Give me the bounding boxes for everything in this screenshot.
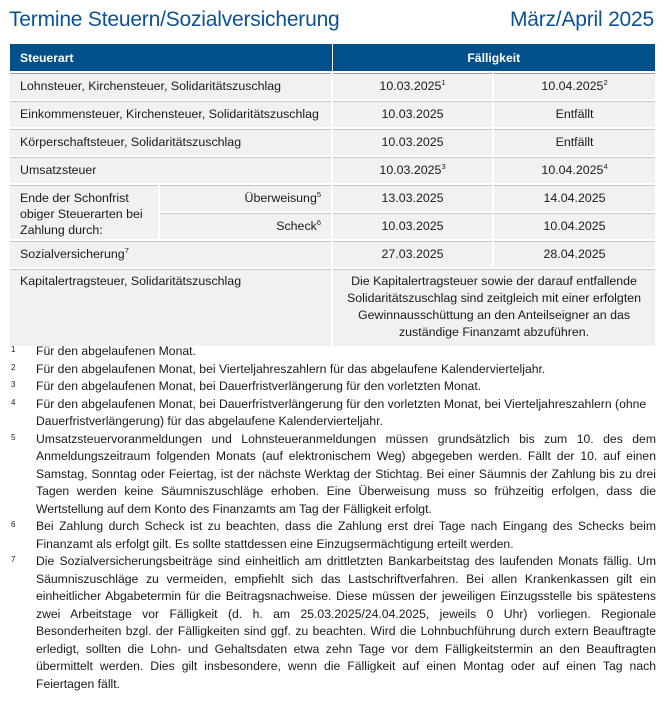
footnote [10, 518, 656, 553]
payment-method-cheque: Scheck$^6$ [159, 212, 332, 240]
table-row [10, 72, 655, 100]
footnote-number: 3 [11, 380, 16, 389]
footnote [10, 553, 656, 693]
footnote-text: Für den abgelaufenen Monat. [36, 344, 196, 358]
page-title: Termine Steuern/Sozialversicherung [9, 8, 340, 31]
footnote-ref: 7 [124, 246, 129, 255]
footnote [10, 396, 656, 431]
table-row [10, 156, 655, 184]
march-due-cell: 10.03.2025 [332, 212, 493, 240]
footnote-ref: 3 [441, 162, 446, 171]
tax-type-cell: Einkommensteuer, Kirchensteuer, Solidaritätszuschlag [10, 100, 332, 128]
footnote-text: Für den abgelaufenen Monat, bei Vierteljahreszahlern für das abgelaufene Kalendervierteljahr. [36, 361, 546, 376]
tax-type-cell: Lohnsteuer, Kirchensteuer, Solidaritätszuschlag [10, 72, 332, 100]
tax-type-cell: Körperschaftsteuer, Solidaritätszuschlag [10, 128, 332, 156]
footnote-text: Für den abgelaufenen Monat, bei Dauerfristverlängerung für den vorletzten Monat. [36, 379, 482, 393]
april-due-cell: 14.04.2025 [493, 184, 655, 212]
footnote-text: Umsatzsteuervoranmeldungen und Lohnsteueranmeldungen müssen grundsätzlich bis zum 10. des dem Anmeldungszeitraum folgenden Monats (auf elektronischem Weg) abgegeben werden. Fällt der 10. auf einen Samstag, Sonntag oder Feiertag, ist der nächste Werktag der Stichtag. Bei einer Säumnis der Zahlung bis zu drei Tagen werden keine Säumniszuschläge erhoben. Eine Überweisung muss so frühzeitig erfolgen, dass die Wertstellung auf dem Konto des Finanzamts am Tag der Fälligkeit erfolgt. [36, 431, 656, 516]
march-due-cell: 27.03.2025 [332, 240, 493, 268]
april-due-cell: Entfällt [493, 100, 655, 128]
table-row [10, 100, 655, 128]
table-row [10, 240, 655, 268]
april-due-cell: Entfällt [493, 128, 655, 156]
table-row [10, 128, 655, 156]
footnote-number: 2 [11, 362, 16, 372]
table-row [10, 268, 655, 346]
footnote-number: 7 [11, 555, 16, 564]
footnote-ref: 1 [441, 78, 446, 87]
table-row [10, 184, 655, 212]
footnotes [10, 343, 656, 693]
footnote-number: 1 [11, 345, 16, 354]
page-period: März/April 2025 [509, 8, 654, 31]
footnote-ref: 2 [603, 78, 608, 87]
capital-gains-note: Die Kapitalertragsteuer sowie der darauf entfallende Solidaritätszuschlag sind zeitgleich mit einer erfolgten Gewinnausschüttung an den Anteilseigner an das zuständige Finanzamt abzuführen. [332, 268, 655, 346]
column-header-due: Fälligkeit [332, 44, 655, 72]
tax-type-cell: Kapitalertragsteuer, Solidaritätszuschlag [10, 268, 332, 346]
march-due-cell: 10.03.2025 [332, 100, 493, 128]
footnote-ref: 5 [316, 190, 322, 199]
april-due-cell: 10.04.2025$^4$ [493, 156, 655, 184]
column-header-tax-type: Steuerart [10, 44, 332, 72]
tax-deadlines-table [10, 44, 655, 346]
march-due-cell: 10.03.2025 [332, 128, 493, 156]
footnote [10, 343, 656, 361]
page-header [9, 4, 654, 36]
april-due-cell: 10.04.2025 [493, 212, 655, 240]
tax-type-cell: Sozialversicherung$^7$ [10, 240, 332, 268]
footnote-ref: 4 [603, 162, 608, 171]
footnote-number: 4 [11, 397, 16, 407]
march-due-cell: 10.03.2025$^3$ [332, 156, 493, 184]
april-due-cell: 10.04.2025$^2$ [493, 72, 655, 100]
footnote-number: 5 [11, 432, 16, 442]
payment-method-transfer: Überweisung$^5$ [159, 184, 332, 212]
footnote-text: Für den abgelaufenen Monat, bei Dauerfristverlängerung für den vorletzten Monat, bei Vierteljahreszahlern (ohne Dauerfristverlängerung) für das abgelaufene Kalendervierteljahr. [36, 396, 647, 428]
footnote-ref: 6 [316, 218, 322, 227]
march-due-cell: 13.03.2025 [332, 184, 493, 212]
march-due-cell: 10.03.2025$^1$ [332, 72, 493, 100]
tax-type-cell: Umsatzsteuer [10, 156, 332, 184]
grace-period-label: Ende der Schonfrist obiger Steuerarten bei Zahlung durch: [10, 184, 159, 240]
footnote [10, 378, 656, 396]
april-due-cell: 28.04.2025 [493, 240, 655, 268]
footnote-number: 6 [11, 520, 16, 529]
footnote [10, 361, 656, 379]
footnote-text: Die Sozialversicherungsbeiträge sind einheitlich am drittletzten Bankarbeitstag des laufenden Monats fällig. Um Säumniszuschläge zu vermeiden, empfiehlt sich das Lastschriftverfahren. Bei allen Krankenkassen gilt ein einheitlicher Abgabetermin für die Beitragsnachweise. Diese müssen der jeweiligen Einzugsstelle bis spätestens zwei Arbeitstage vor Fälligkeit (d. h. am 25.03.2025/24.04.2025, jeweils 0 Uhr) vorliegen. Regionale Besonderheiten bzgl. der Fälligkeiten sind ggf. zu beachten. Wird die Lohnbuchführung durch extern Beauftragte erledigt, sollten die Lohn- und Gehaltsdaten etwa zehn Tage vor dem Fälligkeitstermin an den Beauftragten übermittelt werden. Dies gilt insbesondere, wenn die Fälligkeit auf einen Montag oder auf einen Tag nach Feiertagen fällt. [36, 554, 656, 691]
table-header-row [10, 44, 655, 72]
footnote [10, 431, 656, 519]
footnote-text: Bei Zahlung durch Scheck ist zu beachten, dass die Zahlung erst drei Tage nach Eingang des Schecks beim Finanzamt als erfolgt gilt. Es sollte stattdessen eine Einzugsermächtigung erteilt werden. [36, 519, 656, 551]
